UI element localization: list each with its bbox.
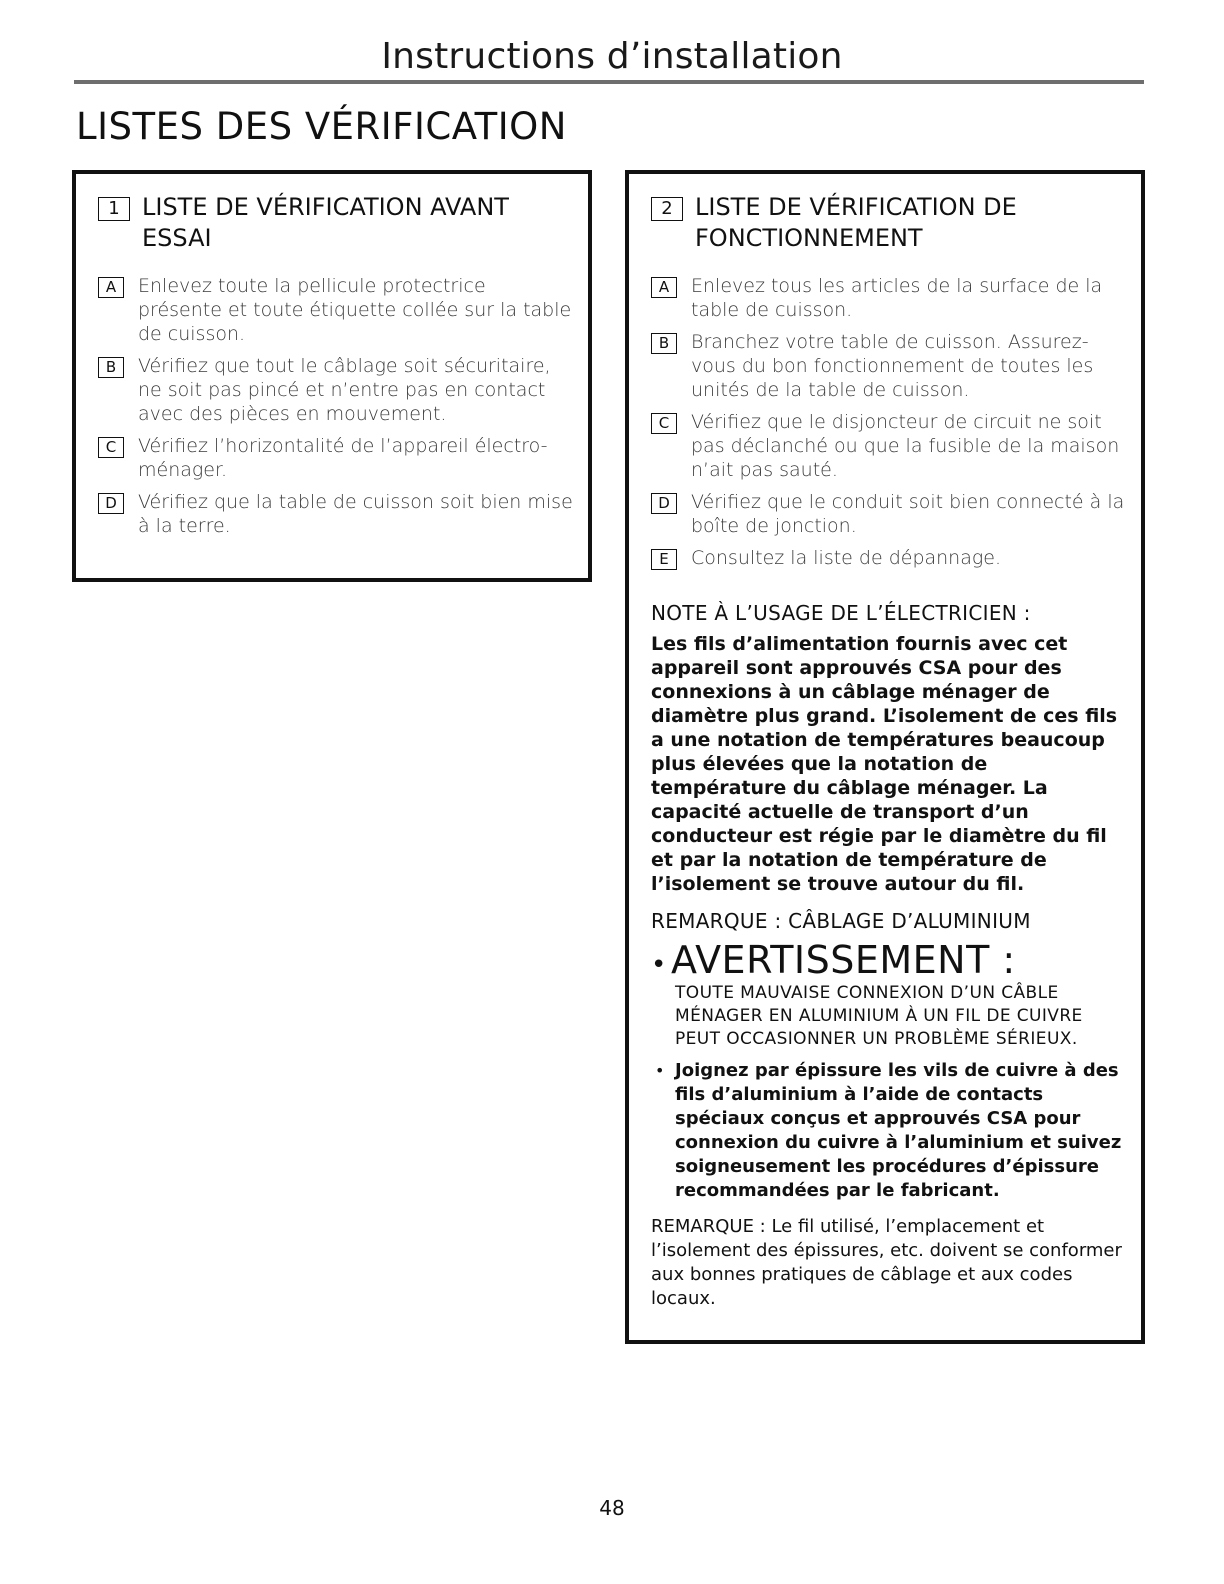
checklist-2-items <box>651 274 1127 578</box>
page-title: LISTES DES VÉRIFICATION <box>76 105 567 148</box>
checklist-2-header <box>651 192 1127 254</box>
final-remark: REMARQUE : Le fil utilisé, l’emplacement et l’isolement des épissures, etc. doivent se conformer aux bonnes pratiques de câblage et aux codes locaux. <box>651 1216 1122 1309</box>
list-item <box>98 434 574 482</box>
item-text: Enlevez toute la pellicule protectrice présente et toute étiquette collée sur la table de cuisson. <box>138 275 572 345</box>
list-item <box>651 330 1127 402</box>
checklist-1-header <box>98 192 574 254</box>
header-title: Instructions d’installation <box>381 36 843 77</box>
bullet-icon: • <box>651 950 667 980</box>
checklist-before-test <box>72 170 592 582</box>
item-text: Consultez la liste de dépannage. <box>691 547 1002 569</box>
checklist-2-title: LISTE DE VÉRIFICATION DE FONCTIONNEMENT <box>695 193 1017 252</box>
item-letter: E <box>651 549 677 570</box>
list-item <box>98 490 574 538</box>
item-letter: B <box>651 333 677 354</box>
note-title: NOTE À L’USAGE DE L’ÉLECTRICIEN : <box>651 601 1031 625</box>
checklist-1-title: LISTE DE VÉRIFICATION AVANT ESSAI <box>142 193 509 252</box>
warning-heading <box>651 938 1127 982</box>
warning-text: TOUTE MAUVAISE CONNEXION D’UN CÂBLE MÉNAGER EN ALUMINIUM À UN FIL DE CUIVRE PEUT OCCASIONNER UN PROBLÈME SÉRIEUX. <box>675 983 1083 1049</box>
note-text: Les fils d’alimentation fournis avec cet appareil sont approuvés CSA pour des connexions à un câblage ménager de diamètre plus grand. L’isolement de ces fils a une notation de températures beaucoup plus élevées que la notation de température du câblage ménager. La capacité actuelle de transport d’un conducteur est régie par le diamètre du fil et par la notation de température de l’isolement se trouve autour du fil. <box>651 633 1118 895</box>
checklist-1-number: 1 <box>98 197 130 221</box>
electrician-note <box>651 600 1127 1311</box>
remark-title: REMARQUE : CÂBLAGE D’ALUMINIUM <box>651 909 1031 933</box>
bullet-icon: • <box>655 1061 665 1080</box>
item-letter: D <box>651 493 677 514</box>
splice-text: Joignez par épissure les vils de cuivre à des fils d’aluminium à l’aide de contacts spéciaux conçus et approuvés CSA pour connexion du cuivre à l’aluminium et suivez soigneusement les procédures d’épissure recommandées par le fabricant. <box>675 1060 1122 1201</box>
checklist-operation <box>625 170 1145 1344</box>
checklist-1-items <box>98 274 574 546</box>
list-item <box>98 354 574 426</box>
item-text: Enlevez tous les articles de la surface de la table de cuisson. <box>691 275 1103 321</box>
list-item <box>98 274 574 346</box>
list-item <box>651 546 1127 570</box>
warning-title: AVERTISSEMENT : <box>671 938 1016 982</box>
list-item <box>651 410 1127 482</box>
item-letter: B <box>98 357 124 378</box>
item-text: Branchez votre table de cuisson. Assurez-vous du bon fonctionnement de toutes les unités de la table de cuisson. <box>691 331 1094 401</box>
item-text: Vérifiez l’horizontalité de l’appareil électro-ménager. <box>138 435 548 481</box>
item-letter: D <box>98 493 124 514</box>
item-letter: A <box>98 277 124 298</box>
checklist-2-number: 2 <box>651 197 683 221</box>
item-text: Vérifiez que le disjoncteur de circuit ne soit pas déclanché ou que la fusible de la maison n’ait pas sauté. <box>691 411 1120 481</box>
splice-instruction <box>651 1059 1127 1203</box>
list-item <box>651 490 1127 538</box>
item-letter: A <box>651 277 677 298</box>
list-item <box>651 274 1127 322</box>
item-text: Vérifiez que le conduit soit bien connecté à la boîte de jonction. <box>691 491 1125 537</box>
item-letter: C <box>98 437 124 458</box>
page-number: 48 <box>599 1496 625 1520</box>
header-divider <box>74 80 1144 84</box>
item-letter: C <box>651 413 677 434</box>
item-text: Vérifiez que la table de cuisson soit bien mise à la terre. <box>138 491 573 537</box>
item-text: Vérifiez que tout le câblage soit sécuritaire, ne soit pas pincé et n’entre pas en contact avec des pièces en mouvement. <box>138 355 551 425</box>
